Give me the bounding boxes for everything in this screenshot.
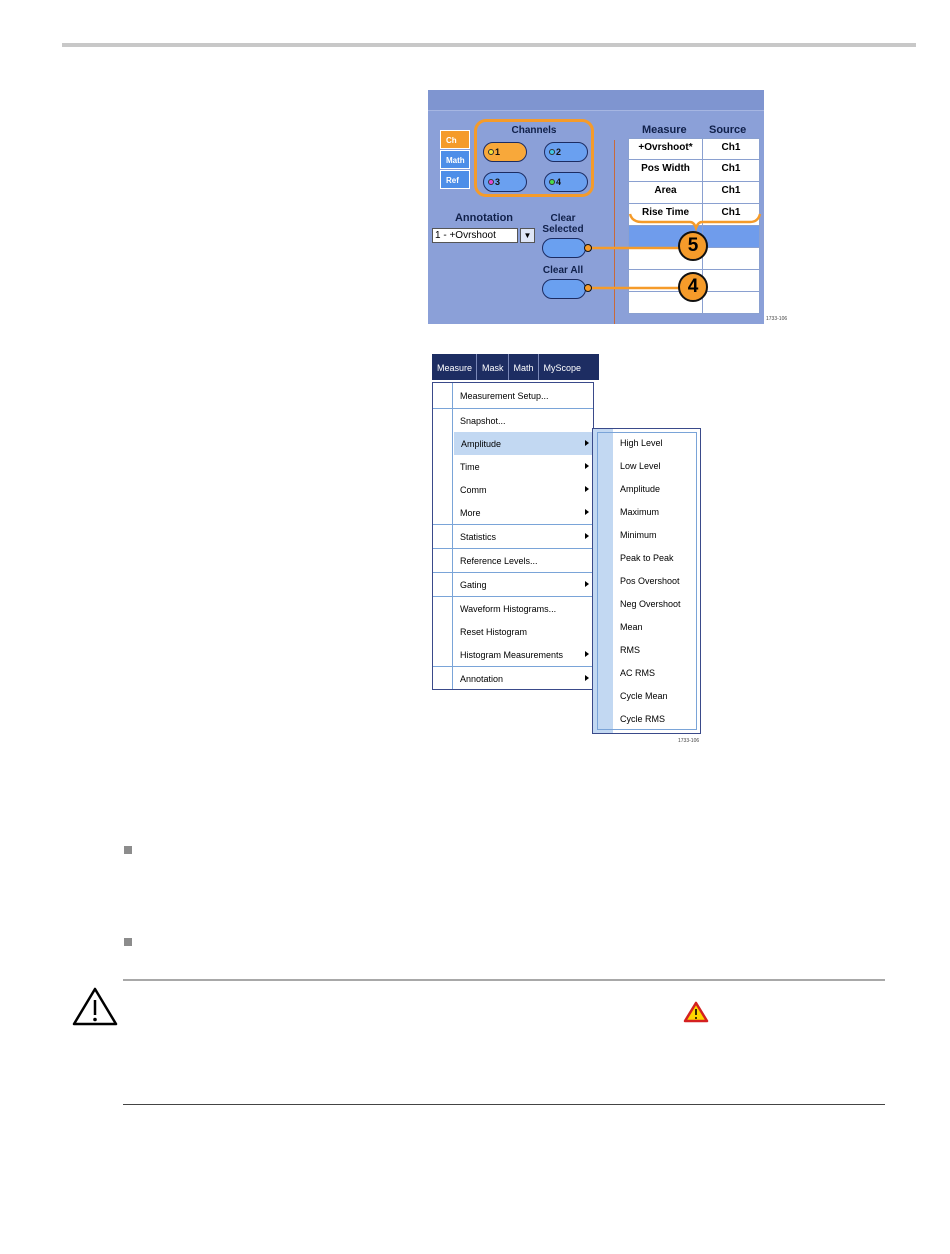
submenu-item-minimum[interactable]: Minimum (620, 530, 657, 540)
menu-item-label: Comm (460, 485, 487, 495)
menubar-math[interactable]: Math (509, 354, 539, 380)
menu-item-comm[interactable] (453, 478, 593, 501)
menu-item-label: Reference Levels... (460, 556, 538, 566)
bullet-icon (124, 938, 132, 946)
menu-item-reset-histogram[interactable] (453, 620, 593, 643)
menu-item-gating[interactable] (453, 573, 593, 596)
menu-item-label: Waveform Histograms... (460, 604, 557, 614)
menu-item-label: Statistics (460, 532, 497, 542)
channel-4-label: 4 (556, 177, 562, 187)
channel-1-label: 1 (495, 147, 501, 157)
menubar-measure[interactable]: Measure (432, 354, 477, 380)
menu-item-label: Snapshot... (460, 416, 506, 426)
measure-cell: Rise Time (629, 204, 703, 225)
menubar-mask[interactable]: Mask (477, 354, 509, 380)
submenu-item-pos-overshoot[interactable]: Pos Overshoot (620, 576, 680, 586)
section-rule (123, 979, 885, 981)
warning-icon (683, 1001, 709, 1023)
submenu-arrow-icon (585, 463, 589, 469)
menu-item-label: Measurement Setup... (460, 391, 549, 401)
submenu-arrow-icon (585, 509, 589, 515)
menu-item-label: Gating (460, 580, 487, 590)
measure-menu (432, 382, 594, 690)
section-rule-bottom (123, 1104, 885, 1105)
clear-selected-label: Clear Selected (542, 213, 584, 235)
source-cell: Ch1 (721, 163, 741, 174)
callout-leaders (428, 90, 764, 324)
menu-item-more[interactable] (453, 501, 593, 524)
menubar (432, 354, 599, 380)
submenu-item-high-level[interactable]: High Level (620, 438, 663, 448)
tab-math[interactable]: Math (440, 150, 470, 169)
header-source: Source (709, 124, 747, 136)
caution-icon (72, 986, 118, 1026)
menu-item-waveform-histograms[interactable] (453, 597, 593, 620)
submenu-arrow-icon (585, 486, 589, 492)
header-measure: Measure (642, 124, 687, 136)
menu-item-label: More (460, 508, 481, 518)
submenu-item-neg-overshoot[interactable]: Neg Overshoot (620, 599, 681, 609)
annotation-label: Annotation (454, 212, 514, 224)
submenu-item-ac-rms[interactable]: AC RMS (620, 668, 656, 678)
channel-2-label: 2 (556, 147, 562, 157)
menu-item-label: Time (460, 462, 480, 472)
submenu-item-mean[interactable]: Mean (620, 622, 643, 632)
submenu-arrow-icon (585, 581, 589, 587)
measure-cell: +Ovrshoot* (629, 139, 703, 159)
figure-id-top: 1733-106 (766, 316, 788, 322)
bullet-icon (124, 846, 132, 854)
source-cell: Ch1 (721, 142, 741, 153)
menu-item-amplitude[interactable] (454, 432, 593, 455)
menu-item-label: Annotation (460, 674, 504, 684)
tab-ch[interactable]: Ch (440, 130, 470, 149)
menu-item-histogram-measurements[interactable] (453, 643, 593, 666)
submenu-item-amplitude[interactable]: Amplitude (620, 484, 661, 494)
measure-cell: Pos Width (629, 160, 703, 181)
submenu-arrow-icon (585, 675, 589, 681)
submenu-item-maximum[interactable]: Maximum (620, 507, 660, 517)
menu-item-statistics[interactable] (453, 525, 593, 548)
leader-4-dot-icon (585, 285, 592, 292)
menu-item-annotation[interactable] (453, 667, 593, 690)
callout-4: 4 (678, 272, 708, 302)
submenu-item-peak-to-peak[interactable]: Peak to Peak (620, 553, 674, 563)
callout-5: 5 (678, 231, 708, 261)
submenu-item-low-level[interactable]: Low Level (620, 461, 661, 471)
submenu-item-cycle-mean[interactable]: Cycle Mean (620, 691, 668, 701)
source-cell: Ch1 (721, 185, 741, 196)
source-cell: Ch1 (721, 207, 741, 218)
figure-id-bottom: 1733-106 (678, 738, 700, 744)
tab-ref[interactable]: Ref (440, 170, 470, 189)
menu-item-reference-levels[interactable] (453, 549, 593, 572)
submenu-item-cycle-rms[interactable]: Cycle RMS (620, 714, 666, 724)
menu-item-label: Reset Histogram (460, 627, 528, 637)
submenu-arrow-icon (585, 440, 589, 446)
menu-item-snapshot[interactable] (453, 409, 593, 432)
annotation-select[interactable]: 1 - +Ovrshoot (432, 228, 518, 243)
channels-title: Channels (511, 125, 557, 136)
menu-item-label: Histogram Measurements (460, 650, 564, 660)
header-rule (62, 43, 916, 47)
submenu-item-rms[interactable]: RMS (620, 645, 640, 655)
selection-brace (630, 214, 760, 228)
menu-item-time[interactable] (453, 455, 593, 478)
submenu-arrow-icon (585, 651, 589, 657)
amplitude-submenu (592, 428, 701, 734)
menu-gutter (433, 383, 453, 689)
clear-all-label: Clear All (542, 265, 584, 276)
measure-cell: Area (629, 182, 703, 203)
menu-item-label: Amplitude (461, 439, 502, 449)
submenu-arrow-icon (585, 533, 589, 539)
menu-item-measurement-setup[interactable] (453, 384, 593, 407)
channel-3-label: 3 (495, 177, 501, 187)
leader-5-dot-icon (585, 245, 592, 252)
menubar-myscope[interactable]: MyScope (543, 363, 582, 373)
measure-panel-screenshot (428, 90, 764, 324)
annotation-dropdown-icon[interactable]: ▼ (520, 228, 535, 243)
